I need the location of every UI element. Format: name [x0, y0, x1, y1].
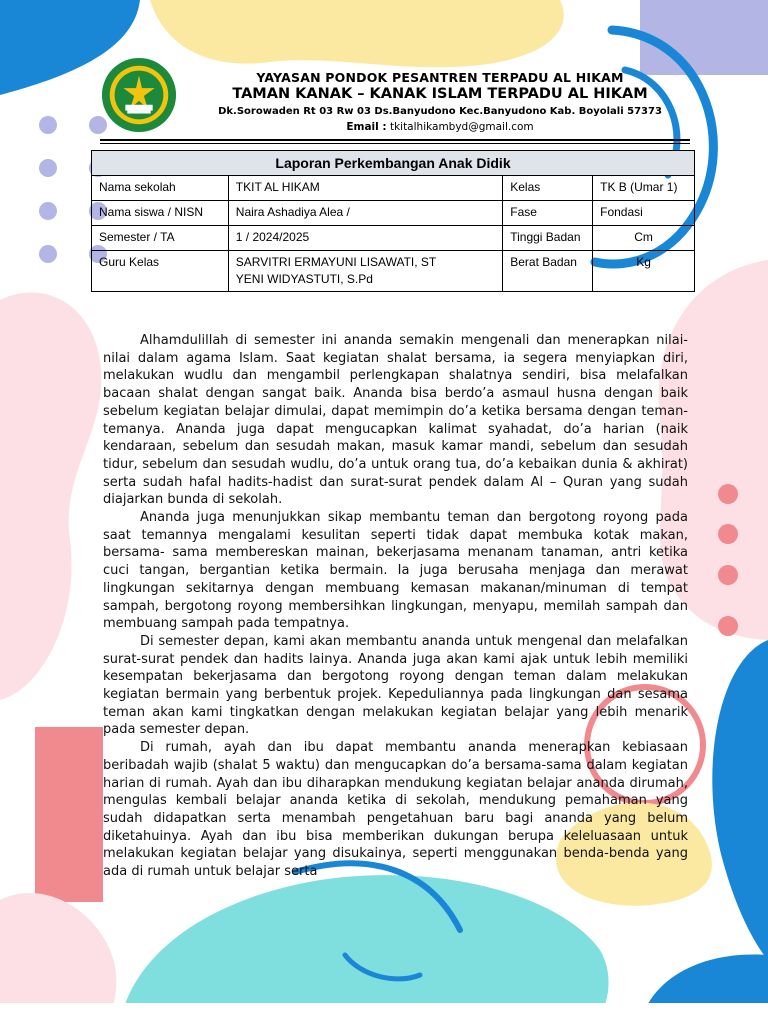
school-emblem-icon — [100, 56, 178, 134]
table-row — [92, 176, 695, 201]
table-row — [92, 251, 695, 292]
row-label-2: Kelas — [503, 176, 593, 201]
email-label: Email : — [346, 121, 387, 133]
row-label-2: Berat Badan — [503, 251, 593, 292]
row-value: 1 / 2024/2025 — [228, 226, 502, 251]
row-label-2: Fase — [503, 201, 593, 226]
report-narrative — [103, 332, 688, 881]
row-value — [228, 251, 502, 292]
teacher-name: SARVITRI ERMAYUNI LISAWATI, ST — [235, 255, 437, 269]
row-value-2: Fondasi — [593, 201, 695, 226]
email-address: tkitalhikambyd@gmail.com — [389, 121, 534, 133]
narrative-paragraph: Alhamdulillah di semester ini ananda semakin mengenali dan menerapkan nilai-nilai dalam agama Islam. Saat kegiatan shalat bersama, ia segera menyiapkan diri, melakukan wudlu dan mengambil perlengkapan shalatnya sendiri, bisa melafalkan bacaan shalat dengan sangat baik. Ananda bisa berdo’a asmaul husna dengan baik sebelum kegiatan belajar dimulai, dapat memimpin do’a ketika bersama dengan teman-temanya. Ananda juga dapat mengucapkan kalimat syahadat, do’a harian (naik kendaraan, sebelum dan sesudah makan, masuk kamar mandi, sebelum dan sesudah tidur, sebelum dan sesudah wudlu, do’a untuk orang tua, do’a kebaikan dunia & akhirat) serta sudah hafal hadits-hadist dan surat-surat pendek dalam Al – Quran yang sudah diajarkan bunda di sekolah. — [103, 333, 688, 508]
narrative-paragraph: Ananda juga menunjukkan sikap membantu teman dan bergotong royong pada saat temannya mengalami kesulitan seperti tidak dapat membuka kotak makan, bersama- sama membereskan mainan, bekerjasama menanam tanaman, antri ketika cuci tangan, bergantian ketika bermain. Ia juga berusaha menjaga dan merawat lingkungan sekitarnya dengan membuang kemasan makanan/minuman di tempat sampah, bergotong royong membersihkan lingkungan, menyapu, memilah sampah dan membuang sampah pada tempatnya. — [103, 510, 688, 632]
school-email-line — [180, 121, 700, 133]
table-row — [92, 226, 695, 251]
student-info-table — [91, 150, 695, 292]
row-label-2: Tinggi Badan — [503, 226, 593, 251]
row-value-2: Cm — [593, 226, 695, 251]
row-value: Naira Ashadiya Alea / — [228, 201, 502, 226]
row-value-2: Kg — [593, 251, 695, 292]
report-title: Laporan Perkembangan Anak Didik — [92, 151, 695, 176]
foundation-name: YAYASAN PONDOK PESANTREN TERPADU AL HIKAM — [256, 70, 624, 85]
header-divider-thin — [100, 143, 690, 144]
school-name: TAMAN KANAK – KANAK ISLAM TERPADU AL HIKAM — [232, 86, 648, 102]
school-address: Dk.Sorowaden Rt 03 Rw 03 Ds.Banyudono Kec.Banyudono Kab. Boyolali 57373 — [218, 106, 662, 117]
table-row — [92, 201, 695, 226]
header-divider — [100, 139, 690, 141]
row-label: Guru Kelas — [92, 251, 229, 292]
narrative-paragraph: Di rumah, ayah dan ibu dapat membantu ananda menerapkan kebiasaan beribadah wajib (shalat 5 waktu) dan mengucapkan do’a bersama-sama dalam kegiatan harian di rumah. Ayah dan ibu diharapkan mendukung kegiatan belajar ananda dirumah, mengulas kembali belajar ananda ketika di sekolah, mendukung pemahaman yang sudah didapatkan serta menambah pengetahuan baru bagi ananda yang belum diketahuinya. Ayah dan ibu bisa memberikan dukungan berupa keleluasaan untuk melakukan kegiatan belajar yang disukainya, seperti menggunakan benda-benda yang ada di rumah untuk belajar serta — [103, 740, 688, 880]
row-label: Nama sekolah — [92, 176, 229, 201]
teacher-name: YENI WIDYASTUTI, S.Pd — [235, 272, 373, 286]
row-value: TKIT AL HIKAM — [228, 176, 502, 201]
row-label: Nama siswa / NISN — [92, 201, 229, 226]
row-value-2: TK B (Umar 1) — [593, 176, 695, 201]
row-label: Semester / TA — [92, 226, 229, 251]
narrative-paragraph: Di semester depan, kami akan membantu ananda untuk mengenal dan melafalkan surat-surat pendek dan hadits lainya. Ananda juga akan kami ajak untuk lebih memiliki kesempatan bekerjasama dan bergotong royong dengan teman dalam melakukan kegiatan bermain yang berbentuk projek. Kepeduliannya pada lingkungan dan sesama teman akan kami tingkatkan dengan melakukan kegiatan belajar yang lebih menarik pada semester depan. — [103, 633, 688, 738]
